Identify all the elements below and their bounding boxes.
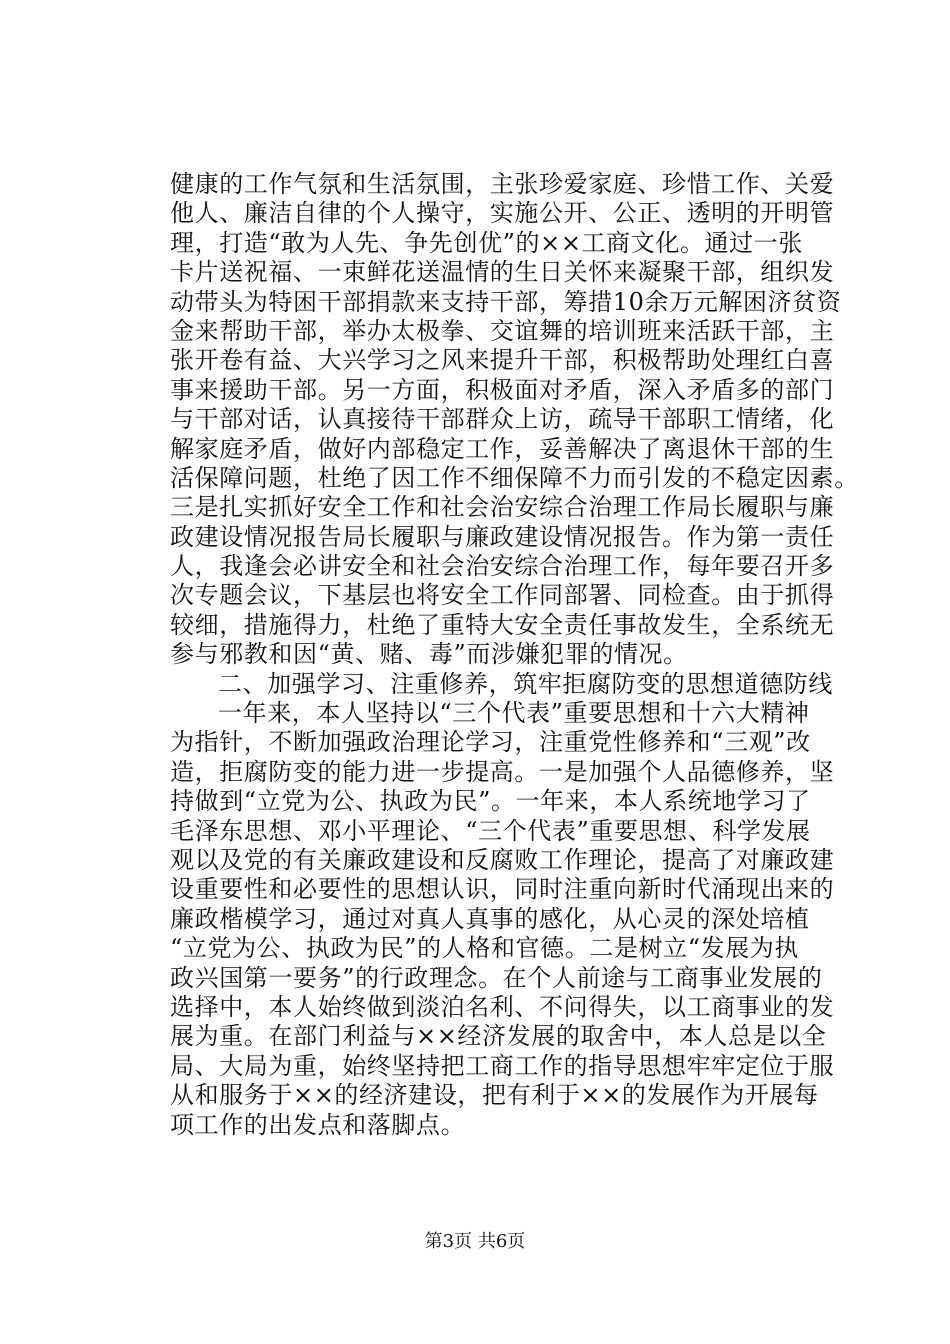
text-line: “立党为公、执政为民”的人格和官德。二是树立“发展为执 [170,934,800,963]
text-line: 人，我逢会必讲安全和社会治安综合治理工作，每年要召开多 [170,552,835,581]
text-line: 解家庭矛盾，做好内部稳定工作，妥善解决了离退休干部的生 [170,434,835,463]
text-line: 金来帮助干部，举办太极拳、交谊舞的培训班来活跃干部，主 [170,316,835,345]
text-line: 事来援助干部。另一方面，积极面对矛盾，深入矛盾多的部门 [170,375,835,404]
text-line: 次专题会议，下基层也将安全工作同部署、同检查。由于抓得 [170,581,835,610]
text-line: 动带头为特困干部捐款来支持干部，筹措10余万元解困济贫资 [170,287,842,316]
page-number-footer: 第3页 共6页 [424,1231,526,1252]
text-line: 健康的工作气氛和生活氛围，主张珍爱家庭、珍惜工作、关爱 [170,170,835,198]
text-line: 活保障问题，杜绝了因工作不细保障不力而引发的不稳定因素。 [170,463,859,492]
text-line: 参与邪教和因“黄、赌、毒”而涉嫌犯罪的情况。 [170,640,688,669]
text-line: 展为重。在部门利益与××经济发展的取舍中，本人总是以全 [170,1022,827,1051]
text-line: 项工作的出发点和落脚点。 [170,1110,466,1139]
text-line: 造，拒腐防变的能力进一步提高。一是加强个人品德修养，坚 [170,757,835,786]
text-line: 张开卷有益、大兴学习之风来提升干部，积极帮助处理红白喜 [170,346,835,375]
text-line: 政兴国第一要务”的行政理念。在个人前途与工商事业发展的 [170,963,823,992]
document-body [170,170,860,1140]
text-line: 他人、廉洁自律的个人操守，实施公开、公正、透明的开明管 [170,199,835,228]
text-line: 与干部对话，认真接待干部群众上访，疏导干部职工情绪，化 [170,405,835,434]
text-line: 理，打造“敢为人先、争先创优”的××工商文化。通过一张 [170,228,803,257]
text-line: 较细，措施得力，杜绝了重特大安全责任事故发生，全系统无 [170,610,835,639]
text-line: 毛泽东思想、邓小平理论、“三个代表”重要思想、科学发展 [170,816,811,845]
text-line: 政建设情况报告局长履职与廉政建设情况报告。作为第一责任 [170,522,835,551]
text-line: 廉政楷模学习，通过对真人真事的感化，从心灵的深处培植 [170,904,810,933]
text-line: 三是扎实抓好安全工作和社会治安综合治理工作局长履职与廉 [170,493,835,522]
text-line: 一年来，本人坚持以“三个代表”重要思想和十六大精神 [218,699,810,728]
section-heading: 二、加强学习、注重修养，筑牢拒腐防变的思想道德防线 [218,669,833,698]
text-line: 持做到“立党为公、执政为民”。一年来，本人系统地学习了 [170,787,811,816]
text-line: 观以及党的有关廉政建设和反腐败工作理论，提高了对廉政建 [170,845,835,874]
text-line: 设重要性和必要性的思想认识，同时注重向新时代涌现出来的 [170,875,835,904]
text-line: 卡片送祝福、一束鲜花送温情的生日关怀来凝聚干部，组织发 [170,258,835,287]
text-line: 从和服务于××的经济建设，把有利于××的发展作为开展每 [170,1081,819,1110]
text-line: 选择中，本人始终做到淡泊名利、不问得失，以工商事业的发 [170,992,835,1021]
text-line: 为指针，不断加强政治理论学习，注重党性修养和“三观”改 [170,728,811,757]
text-line: 局、大局为重，始终坚持把工商工作的指导思想牢牢定位于服 [170,1051,835,1080]
